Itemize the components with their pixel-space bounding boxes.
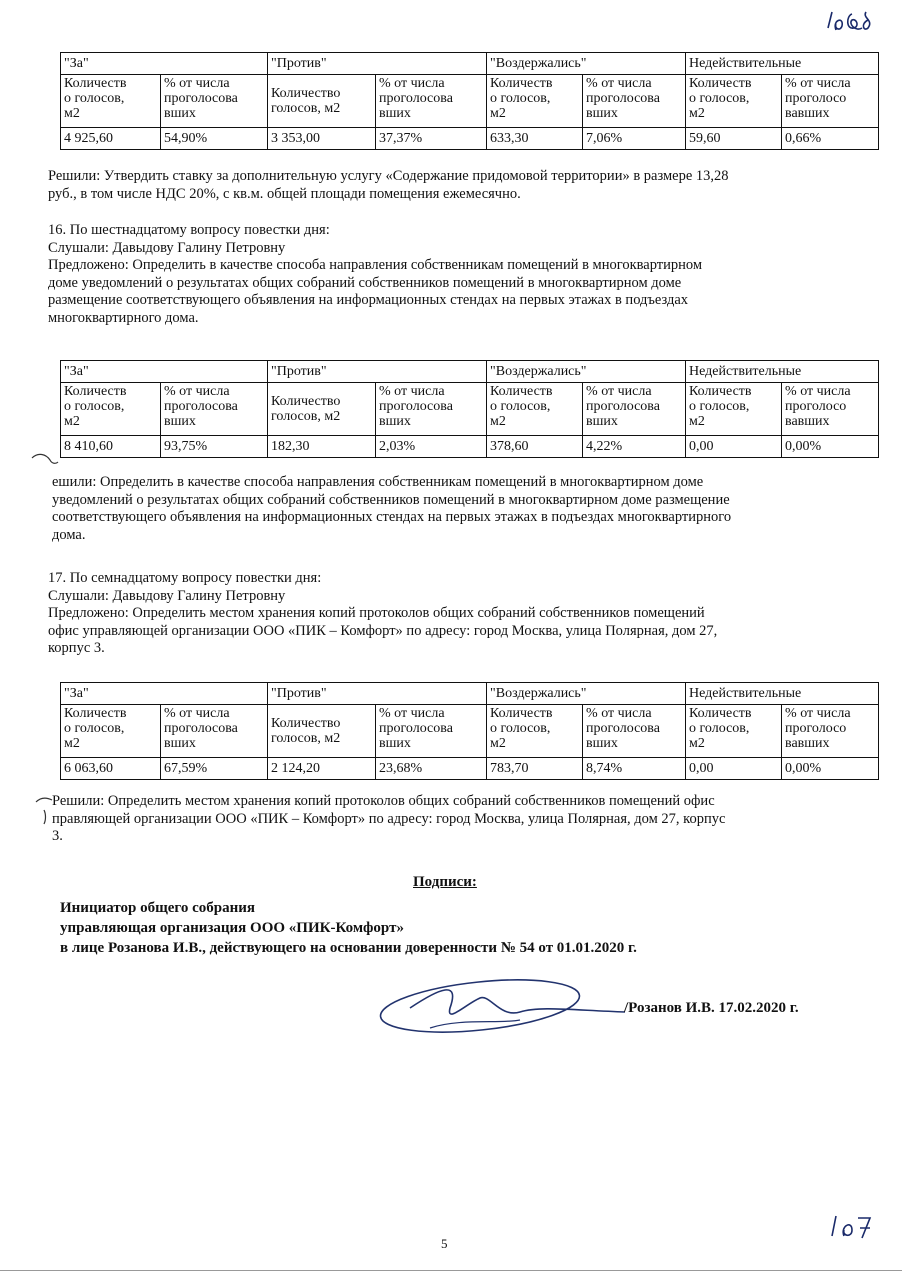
subheader-cell: % от числа проголосо вавших [782, 705, 879, 758]
value-cell: 0,00% [782, 758, 879, 780]
subheader-cell: Количество голосов, м2 [268, 705, 376, 758]
value-cell: 2 124,20 [268, 758, 376, 780]
subheader-cell: % от числа проголосо вавших [782, 75, 879, 128]
margin-mark [30, 448, 60, 468]
initiator-block: Инициатор общего собрания управляющая организация ООО «ПИК-Комфорт» в лице Розанова И.В., действующего на основании доверенности № 54 от 01.01.2020 г. [60, 900, 637, 956]
vote-table-1 [60, 52, 879, 150]
subheader-cell: Количеств о голосов, м2 [686, 383, 782, 436]
header-invalid: Недействительные [686, 683, 879, 705]
signatures-title: Подписи: [413, 874, 477, 890]
value-cell: 8,74% [583, 758, 686, 780]
value-cell: 54,90% [161, 128, 268, 150]
subheader-cell: Количеств о голосов, м2 [487, 75, 583, 128]
value-cell: 37,37% [376, 128, 487, 150]
vote-table-2 [60, 360, 879, 458]
subheader-cell: Количеств о голосов, м2 [487, 383, 583, 436]
subheader-cell: Количество голосов, м2 [268, 383, 376, 436]
decision-17: Решили: Определить местом хранения копий протоколов общих собраний собственников помещений офис правляющей организации ООО «ПИК – Комфорт» по адресу: город Москва, улица Полярная, дом 27, корпус 3. [52, 793, 726, 844]
value-cell: 378,60 [487, 436, 583, 458]
vote-table-3 [60, 682, 879, 780]
subheader-cell: Количеств о голосов, м2 [686, 75, 782, 128]
subheader-cell: Количеств о голосов, м2 [61, 705, 161, 758]
subheader-cell: % от числа проголосова вших [583, 705, 686, 758]
question-17: 17. По семнадцатому вопросу повестки дня: Слушали: Давыдову Галину Петровну Предложено: Определить местом хранения копий протоколов общих собраний собственников помещений офис управляющей организации ООО «ПИК – Комфорт» по адресу: город Москва, улица Полярная, дом 27, корпус 3. [48, 570, 718, 656]
subheader-cell: Количеств о голосов, м2 [487, 705, 583, 758]
value-cell: 4,22% [583, 436, 686, 458]
value-cell: 0,00 [686, 436, 782, 458]
subheader-cell: % от числа проголосова вших [583, 75, 686, 128]
subheader-cell: % от числа проголосова вших [161, 383, 268, 436]
value-cell: 2,03% [376, 436, 487, 458]
subheader-cell: Количество голосов, м2 [268, 75, 376, 128]
subheader-cell: % от числа проголосова вших [376, 75, 487, 128]
subheader-cell: % от числа проголосова вших [376, 705, 487, 758]
subheader-cell: % от числа проголосова вших [376, 383, 487, 436]
header-for: "За" [61, 683, 268, 705]
value-cell: 0,00% [782, 436, 879, 458]
subheader-cell: Количеств о голосов, м2 [61, 75, 161, 128]
bottom-rule [0, 1270, 902, 1271]
header-against: "Против" [268, 683, 487, 705]
value-cell: 59,60 [686, 128, 782, 150]
subheader-cell: Количеств о голосов, м2 [686, 705, 782, 758]
value-cell: 93,75% [161, 436, 268, 458]
subheader-cell: % от числа проголосова вших [161, 75, 268, 128]
value-cell: 0,00 [686, 758, 782, 780]
value-cell: 3 353,00 [268, 128, 376, 150]
value-cell: 783,70 [487, 758, 583, 780]
page-number: 5 [441, 1236, 448, 1251]
header-against: "Против" [268, 53, 487, 75]
handwritten-page-number-bottom [826, 1212, 876, 1242]
header-abstained: "Воздержались" [487, 361, 686, 383]
value-cell: 4 925,60 [61, 128, 161, 150]
value-cell: 0,66% [782, 128, 879, 150]
header-invalid: Недействительные [686, 53, 879, 75]
value-cell: 8 410,60 [61, 436, 161, 458]
value-cell: 23,68% [376, 758, 487, 780]
header-for: "За" [61, 53, 268, 75]
value-cell: 67,59% [161, 758, 268, 780]
question-16: 16. По шестнадцатому вопросу повестки дня: Слушали: Давыдову Галину Петровну Предложено: Определить в качестве способа направления собственникам помещений в многоквартирном доме уведомлений о результатах общих собраний собственников помещений в многоквартирном доме размещение соответствующего объявления на информационных стендах на первых этажах в подъездах многоквартирного дома. [48, 222, 703, 326]
subheader-cell: % от числа проголосова вших [583, 383, 686, 436]
header-for: "За" [61, 361, 268, 383]
signatory-name-date: /Розанов И.В. 17.02.2020 г. [624, 1000, 799, 1016]
value-cell: 6 063,60 [61, 758, 161, 780]
handwritten-page-number-top [822, 6, 882, 36]
header-abstained: "Воздержались" [487, 53, 686, 75]
subheader-cell: % от числа проголосова вших [161, 705, 268, 758]
value-cell: 182,30 [268, 436, 376, 458]
subheader-cell: % от числа проголосо вавших [782, 383, 879, 436]
decision-15: Решили: Утвердить ставку за дополнительную услугу «Содержание придомовой территории» в размере 13,28 руб., в том числе НДС 20%, с кв.м. общей площади помещения ежемесячно. [48, 168, 729, 202]
value-cell: 633,30 [487, 128, 583, 150]
value-cell: 7,06% [583, 128, 686, 150]
header-invalid: Недействительные [686, 361, 879, 383]
decision-16: ешили: Определить в качестве способа направления собственникам помещений в многоквартирном доме уведомлений о результатах общих собраний собственников помещений в многоквартирном доме размещение соответствующего объявления на информационных стендах на первых этажах в подъездах многоквартирного дома. [52, 474, 732, 543]
subheader-cell: Количеств о голосов, м2 [61, 383, 161, 436]
header-abstained: "Воздержались" [487, 683, 686, 705]
header-against: "Против" [268, 361, 487, 383]
